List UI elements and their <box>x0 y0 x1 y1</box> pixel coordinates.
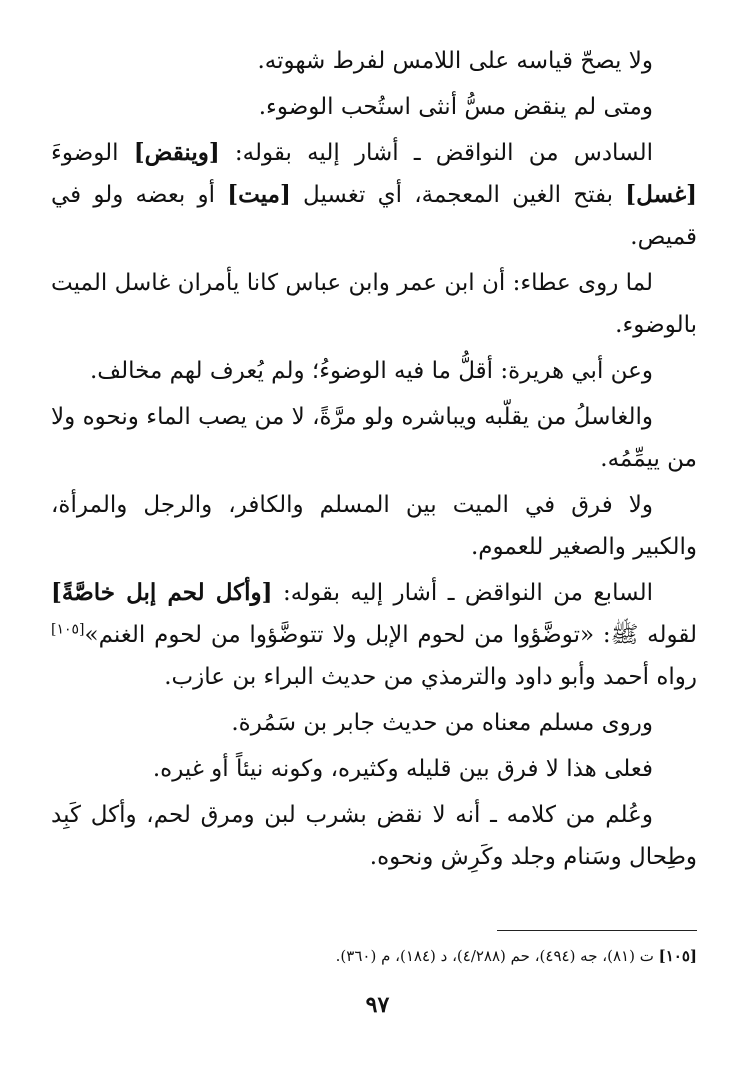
footnote-text: ت (٨١)، جه (٤٩٤)، حم (٤/٢٨٨)، د (١٨٤)، م (٣٦٠). <box>335 947 659 965</box>
paragraph: وعُلم من كلامه ـ أنه لا نقض بشرب لبن ومرق لحم، وأكل كَبِد وطِحال وسَنام وجلد وكَرِش ونحوه. <box>51 802 697 870</box>
text-run: الوضوءَ <box>51 140 134 166</box>
paragraph: وروى مسلم معناه من حديث جابر بن سَمُرة. <box>231 710 653 736</box>
paragraph <box>51 132 697 258</box>
paragraph: لما روى عطاء: أن ابن عمر وابن عباس كانا يأمران غاسل الميت بالوضوء. <box>51 270 697 338</box>
paragraph: والغاسلُ من يقلّبه ويباشره ولو مرَّةً، لا من يصب الماء ونحوه ولا من ييمِّمُه. <box>51 404 697 472</box>
paragraph: ومتى لم ينقض مسُّ أنثى استُحب الوضوء. <box>258 94 653 120</box>
matn-bold: [ميت] <box>227 181 291 208</box>
footnote-divider <box>497 930 697 931</box>
text-run: بفتح الغين المعجمة، أي تغسيل <box>290 182 626 208</box>
text-run: السادس من النواقض ـ أشار إليه بقوله: <box>219 140 653 166</box>
paragraph <box>51 572 697 698</box>
matn-bold: [وأكل لحم إبل خاصَّةً] <box>51 579 273 606</box>
matn-bold: [وينقض] <box>133 139 220 166</box>
page-body <box>51 40 697 882</box>
page-number: ٩٧ <box>365 992 390 1018</box>
text-run: لقوله ﷺ: «توضَّؤوا من لحوم الإبل ولا تتوضَّؤوا من لحوم الغنم» <box>84 622 697 648</box>
matn-bold: [غسل] <box>625 181 697 208</box>
text-run: رواه أحمد وأبو داود والترمذي من حديث البراء بن عازب. <box>164 664 697 690</box>
footnote-reference[interactable]: [١٠٥] <box>51 621 85 638</box>
text-run: أو بعضه ولو في قميص. <box>51 182 697 250</box>
paragraph: فعلى هذا لا فرق بين قليله وكثيره، وكونه نيئاً أو غيره. <box>152 756 653 782</box>
paragraph: ولا يصحّ قياسه على اللامس لفرط شهوته. <box>257 48 653 74</box>
paragraph: ولا فرق في الميت بين المسلم والكافر، والرجل والمرأة، والكبير والصغير للعموم. <box>51 492 697 560</box>
text-run: السابع من النواقض ـ أشار إليه بقوله: <box>272 580 653 606</box>
footnote-number: [١٠٥] <box>658 947 697 965</box>
footnote <box>51 944 697 968</box>
paragraph: وعن أبي هريرة: أقلُّ ما فيه الوضوءُ؛ ولم يُعرف لهم مخالف. <box>89 358 653 384</box>
